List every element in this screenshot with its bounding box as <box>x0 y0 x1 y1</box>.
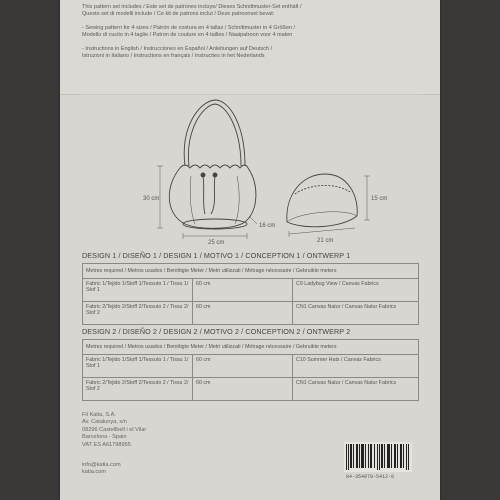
flap-text-line: - Instructions in English / Instrucciones en Español / Anleitungen auf Deutsch / <box>82 46 273 52</box>
barcode-number: 84-354079-5412-0 <box>346 474 395 480</box>
fabric-cell: Fabric 2/Tejido 2/Stoff 2/Tessuto 2 / Tissu 2/ Stof 2 <box>83 378 193 401</box>
pouch-drawing <box>287 174 357 227</box>
fabric-cell: Fabric 2/Tejido 2/Stoff 2/Tessuto 2 / Tissu 2/ Stof 2 <box>83 302 193 325</box>
bag-illustration <box>145 96 445 246</box>
company-email[interactable]: info@katia.com <box>82 462 121 468</box>
company-street: Av. Catalunya, s/n <box>82 419 127 426</box>
company-country: Barcelona - Spain <box>82 434 127 441</box>
bag-height-label: 30 cm <box>143 196 160 202</box>
fabric-cell: Fabric 1/Tejido 1/Stoff 1/Tessuto 1 / Tissu 1/ Stof 1 <box>83 279 193 302</box>
company-name: Fil Katia, S.A. <box>82 412 116 418</box>
bag-depth-label: 16 cm <box>259 223 276 229</box>
bag-width-label: 25 cm <box>208 240 225 246</box>
flap-text-line: Istruzioni in Italiano / Instructions en français / Instructies in het Nederlands <box>82 53 265 59</box>
table-header: Metres required / Metros usados / Benötigte Meter / Metri utilizzati / Métrage nécessaire / Gebruikte meters <box>83 340 419 355</box>
design2-title: DESIGN 2 / DISEÑO 2 / DESIGN 2 / MOTIVO 2 / CONCEPTION 2 / ONTWERP 2 <box>82 327 351 336</box>
design1-fabric-table <box>82 263 419 325</box>
pouch-width-label: 21 cm <box>317 238 334 244</box>
company-city: 08296 Castellbell i el Vilar <box>82 426 147 433</box>
pouch-height-label: 15 cm <box>371 196 388 202</box>
table-row <box>83 355 419 378</box>
table-row <box>83 378 419 401</box>
company-vat: VAT ES A61798955 <box>82 441 131 448</box>
metres-cell: 60 cm <box>193 302 293 325</box>
product-cell: C9 Ladybug View / Canvas Fabrics <box>293 279 419 302</box>
company-address <box>82 412 146 449</box>
flap-text-line: Questo set di modelli include / Ce kit de patrons inclut / Deze patroonset bevat: <box>82 11 275 17</box>
flap-text-line: - Sewing pattern for 4 sizes / Patrón de costura en 4 tallas / Schnittmuster in 4 Größen / <box>82 25 296 31</box>
table-header: Metres required / Metros usados / Benötigte Meter / Metri utilizzati / Métrage nécessaire / Gebruikte meters <box>83 264 419 279</box>
barcode-graphic <box>344 442 412 472</box>
product-cell: CN1 Canvas Natur / Canvas Natur Fabrics <box>293 302 419 325</box>
table-row <box>83 279 419 302</box>
company-web[interactable]: katia.com <box>82 469 106 476</box>
bucket-bag-drawing <box>169 100 256 229</box>
metres-cell: 60 cm <box>193 279 293 302</box>
company-contact <box>82 462 121 477</box>
flap-text-line: Modello di cucito in 4 taglie / Patron de couture en 4 tailles / Naaipatroon voor 4 maten <box>82 32 293 38</box>
metres-cell: 60 cm <box>193 355 293 378</box>
product-cell: C10 Summer Hats / Canvas Fabrics <box>293 355 419 378</box>
table-row <box>83 302 419 325</box>
pattern-envelope <box>60 0 440 500</box>
design1-title: DESIGN 1 / DISEÑO 1 / DESIGN 1 / MOTIVO 1 / CONCEPTION 1 / ONTWERP 1 <box>82 251 351 260</box>
design2-fabric-table <box>82 339 419 401</box>
product-cell: CN1 Canvas Natur / Canvas Natur Fabrics <box>293 378 419 401</box>
envelope-flap <box>60 0 440 95</box>
metres-cell: 60 cm <box>193 378 293 401</box>
fabric-cell: Fabric 1/Tejido 1/Stoff 1/Tessuto 1 / Tissu 1/ Stof 1 <box>83 355 193 378</box>
flap-text-line: This pattern set includes / Este set de patrones incluye/ Dieses Schnittmuster-Set enthält / <box>82 4 302 10</box>
